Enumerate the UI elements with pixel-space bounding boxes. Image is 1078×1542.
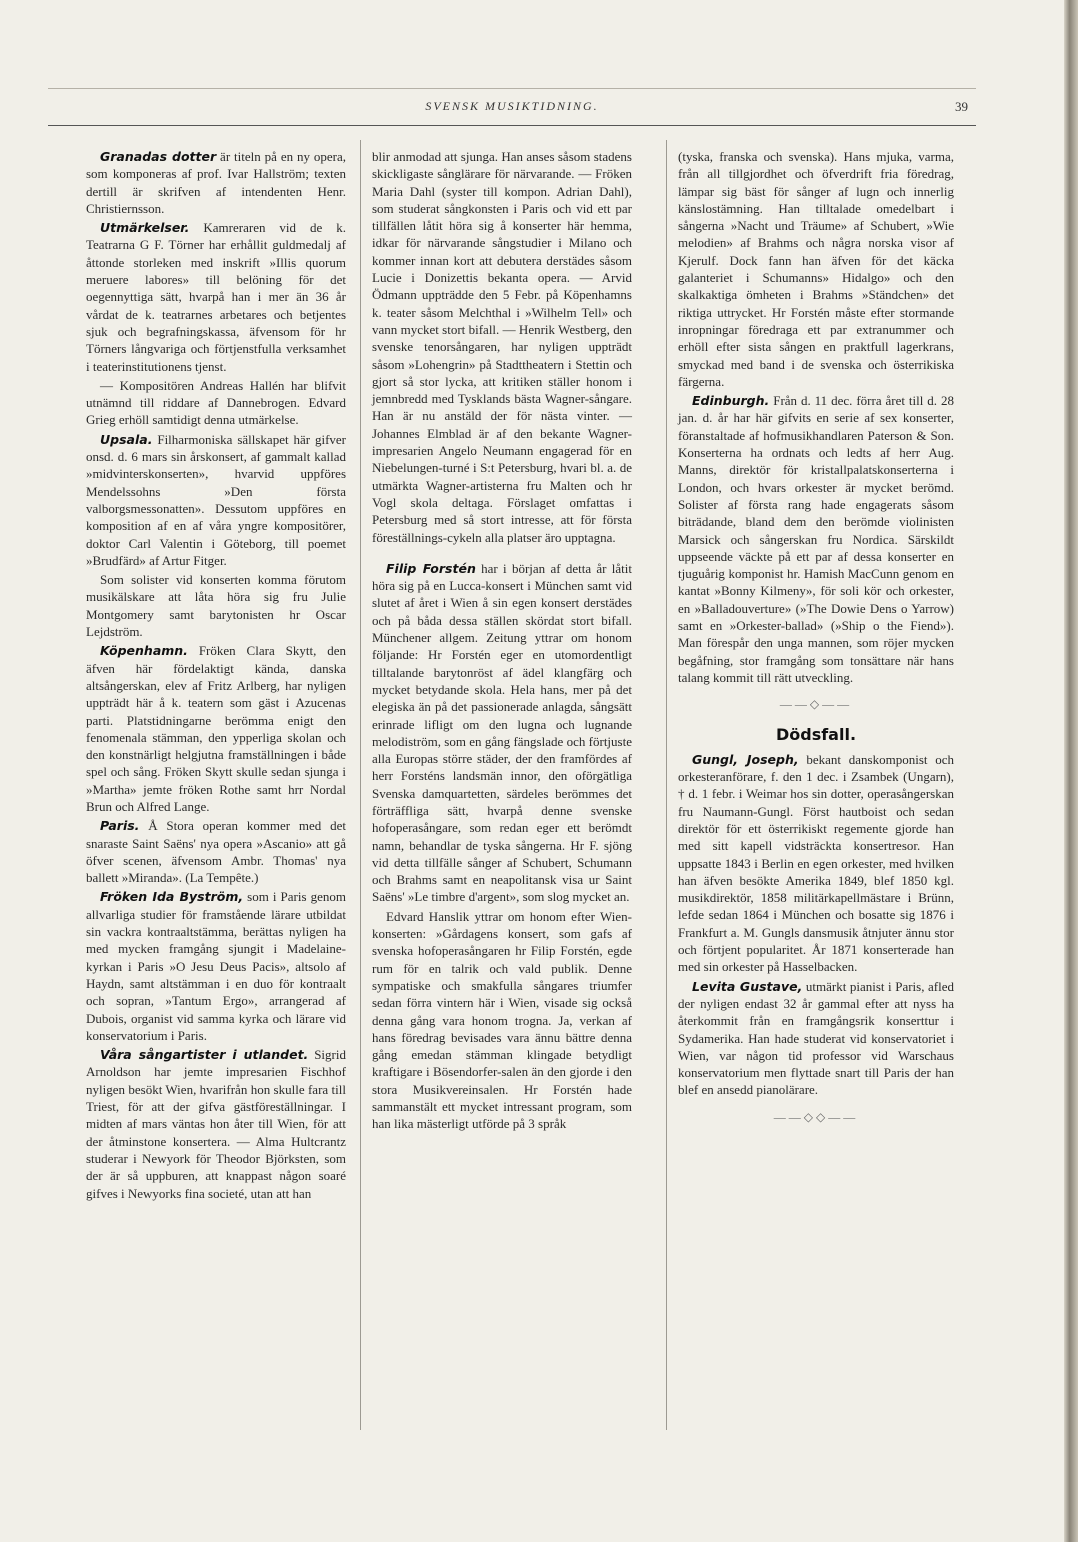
paragraph	[86, 219, 346, 375]
column-2	[372, 148, 632, 1135]
item-heading: Paris.	[100, 818, 140, 834]
paragraph	[678, 978, 954, 1099]
paragraph-text: Fröken Clara Skytt, den äfven här fördelaktigt kända, danska altsångerskan, elev af Fritz Arlberg, har nyligen uppträdt här å k. teatern som gäst i Azucenas parti. Platstidningarne berömma enigt den fenomenala stämman, den ypperliga skolan och den konstnärligt helgjutna framställningen i både spel och sång. Fröken Skytt skulle sedan sjunga i »Martha» jemte fröken Rothe samt hrr Nordal Brun och Alfred Lange.	[86, 643, 346, 814]
column-rule	[666, 140, 667, 1430]
page-edge	[1064, 0, 1078, 1542]
section-title-dodsfall: Dödsfall.	[775, 724, 857, 744]
paragraph	[678, 148, 954, 390]
item-heading: Levita Gustave,	[692, 978, 803, 994]
paragraph	[86, 642, 346, 815]
paragraph	[86, 888, 346, 1044]
paragraph-text: har i början af detta år låtit höra sig på en Lucca-konsert i München samt vid slutet af året i Wien å sin egen konsert derstädes och på båda dessa ställen skördat stort bifall. Münchener allgem. Zeitung yttrar om honom följande: Hr Forstén eger en utomordentligt tilltalande barytonröst af ädel klangfärg och mycket betydande skola. Hela hans, mer på det elegiska än på det passionerade anlagda, sångsätt erinrade lifligt om den lugna och lugnande melodiström, som en gång fängslade och förtjuste alla Europas större städer, der den framfördes af herr Forsténs landsmän innor, den oförgätliga Svenska damquartetten, särdeles berömmes det förträffliga sätt, hvarpå denne svenske hofoperasångare, som redan eger ett berömdt namn, behandlar de tyska sångerna. Hr F. sjöng vid detta tillfälle sånger af Schubert, Schumann och Brahms samt en neapolitansk visa ur Saint Saëns' »Le timbre d'argent», som slog mycket an.	[372, 560, 632, 905]
paragraph	[86, 431, 346, 569]
paragraph-text: utmärkt pianist i Paris, afled der nyligen endast 32 år gammal efter att nyss ha återkommit från en framgångsrik konserttur i Sydamerika. Han hade studerat vid konservatoriet i Wien, var någon tid professor vid Warschaus konservatorium men flyttade snart till Paris der han blef en ansedd pianolärare.	[678, 978, 954, 1098]
paragraph	[678, 751, 954, 976]
paragraph-text: bekant danskomponist och orkesteranförare, f. den 1 dec. i Zsambek (Ungarn), † d. 1 febr. i Weimar hos sin dotter, operasångerskan fru Naumann-Gungl. Först hautboist och sedan direktör för ett österrikiskt regemente gjorde han med sitt kapell vidsträckta konsertresor. Han uppsatte 1843 i Berlin en egen orkester, med hvilken han äfven besökte Amerika 1849, blef 1850 kgl. musikdirektör, 1858 militärkapellmästare i Brünn, lefde sedan 1864 i München och bosatte sig 1876 i Frankfurt a. M. Gungls dansmusik åtnjuter ännu stor och förtjent popularitet. År 1871 konserterade han med sin orkester på Hasselbacken.	[678, 751, 954, 975]
paragraph-text: Edvard Hanslik yttrar om honom efter Wien-konserten: »Gårdagens konsert, som gafs af svenska hofoperasångaren hr Filip Forstén, egde rum för en talrik och vald publik. Denne sympatiske och smakfulla sångares triumfer sedan förra vintern här i Wien, visade sig också denna gång vara honom trogna. Ja, verkan af hans föredrag bevisades vara ännu bättre denna gång emedan stämman klingade betydligt kraftigare i Bösendorfer-salen än den gjorde i den stora Musikvereinsalen. Hr Forstén hade sammanstält ett mycket intressant program, som han lika mästerligt utförde på 3 språk	[372, 908, 632, 1132]
ornament-divider: ——◇——	[779, 697, 853, 712]
item-heading: Upsala.	[100, 431, 153, 447]
paragraph-text: (tyska, franska och svenska). Hans mjuka, varma, från all tillgjordhet och öfverdrift fria föredrag, lämpar sig bäst för sånger af lugn och innerlig känslostämning. Han tilltalade omedelbart i sångerna »Nacht und Träume» af Schubert, »Wie melodien» af Brahms och några norska visor af Kjerulf. Dock fann han äfven för det käcka galanteriet i Schumanns» Hidalgo» och den skalkaktiga ömheten i Brahms »Ständchen» det riktiga uttrycket. Hr Forstén måste efter stormande inropningar föredraga ett par extranummer och erhöll efter sista sången en praktfull lagerkrans, smyckad med band i de svenska och österrikiska färgerna.	[678, 149, 954, 389]
paragraph-text: Kamreraren vid de k. Teatrarna G F. Törner har erhållit guldmedalj af åttonde storleken med inskrift »Illis quorum meruere labores» till belöning för det oegennyttiga sätt, hvarpå han i mer än 36 år vårdat de k. teatrarnes arbetares och betjentes sjuk och begrafningskassa, äfvensom för hr Törners långvariga och förtjenstfulla verksamhet i teaterinstitutionens tjenst.	[86, 220, 346, 374]
item-heading: Granadas dotter	[100, 149, 217, 164]
paragraph	[86, 1046, 346, 1202]
page-number: 39	[955, 99, 968, 114]
paragraph	[372, 148, 632, 546]
paragraph	[372, 908, 632, 1133]
paragraph	[678, 392, 954, 686]
paragraph	[86, 817, 346, 886]
paragraph	[86, 148, 346, 217]
item-heading: Köpenhamn.	[100, 643, 188, 659]
column-1	[86, 148, 346, 1204]
page-header	[48, 88, 976, 126]
column-3	[678, 148, 954, 1138]
item-heading: Fröken Ida Byström,	[100, 889, 244, 905]
paragraph-text: Från d. 11 dec. förra året till d. 28 jan. d. år har här gifvits en serie af sex konserter, föranstaltade af hofmusikhandlaren Paterson & Son. Konserterna ha ordnats och ledts af herr Aug. Manns, direktör för kristallpalatskonserterna i London, och hvars orkester är mycket berömd. Solister af första rang hade engagerats såsom biträdande, bland dem den berömde violinisten Marsick och sångerskan fru Nordica. Särskildt uppseende väckte på ett par af dessa konserter en tjuguårig komponist hr. Hamish MacCunn genom en kantat »Bonny Kilmeny», för soli kör och orkester, en »Balladouverture» (»The Dowie Dens o Yarrow) samt en »Orkester-ballad» (»Ship o the Fiend»). Man förespår den unga mannen, som röjer mycken begåfning, stor framgång som tonsättare när hans talang kommit till rätt utveckling.	[678, 393, 954, 685]
paragraph-text: Filharmoniska sällskapet här gifver onsd. d. 6 mars sin årskonsert, af gammalt kallad »midvinterskonserten», hvarvid uppföres Mendelssohns »Den första valborgsmessonatten». Dessutom uppföres en komposition af en af våra yngre kompositörer, doktor Carl Valentin i Göteborg, till poemet »Brudfärd» af Artur Fitger.	[86, 431, 346, 568]
paragraph-text: Som solister vid konserten komma förutom musikälskare att låta höra sig fru Julie Montgomery samt barytonisten hr Oscar Lejdström.	[86, 572, 346, 640]
paragraph-text: Sigrid Arnoldson har jemte impresarien Fischhof nyligen besökt Wien, hvarifrån hon skulle fara till Triest, för att der gifva gästföreställningar. I midten af mars väntas hon åter till Wien, för att der åtminstone konsertera. — Alma Hultcrantz studerar i Newyork för Theodor Björksten, som der är så uppburen, att knappast någon soaré gifves i Newyorks fina societé, utan att han	[86, 1047, 346, 1201]
paragraph-text: som i Paris genom allvarliga studier för framstående lärare utbildat sin vackra kontraaltstämma, berättas nyligen ha med mycken framgång sjungit i Madelaine-kyrkan i Paris »O Jesu Deus Pacis», altsolo af Haydn, samt altstämman i en duo för kontraalt och sopran, »Tantum Ergo», arrangerad af Dubois, organist vid samma kyrka och lärare vid konservatorium i Paris.	[86, 889, 346, 1043]
item-heading: Gungl, Joseph,	[692, 751, 799, 767]
paragraph-text: blir anmodad att sjunga. Han anses såsom stadens skickligaste sånglärare för närvarande. — Fröken Maria Dahl (syster till kompon. Adrian Dahl), som studerat sångkonsten i Paris och vid ett par tillfällen låtit höra sig å konserter här hemma, idkar för närvarande sångstudier i Milano och kommer innan kort att debutera derstädes såsom Lucie i Donizettis bekanta opera. — Arvid Ödmann uppträdde den 5 Febr. på Köpenhamns k. teater såsom Melchthal i »Wilhelm Tell» och vann mycket stort bifall. — Henrik Westberg, den svenske tenorsångaren, har nyligen uppträdt såsom »Lohengrin» på Stadttheatern i Stettin och gjort så stor lycka, att kritiken ställer honom i jemnbredd med Tysklands bästa Wagner-sångare. Han är nu anstäld der för nästa vinter. — Johannes Elmblad är af den bekante Wagner-impresarien Angelo Neumann engagerad för en Niebelungen-turné i S:t Petersburg, hvari bl. a. de utmärkta Wagner-artisterna fru Malten och hr Vogl skola deltaga. Förslaget omfattas i Petersburg med så stort intresse, att för första föreställnings-cykeln alla platser äro upptagna.	[372, 149, 632, 545]
paragraph-text: är titeln på en ny opera, som komponeras af prof. Ivar Hallström; texten dertill är skrifven af intendenten Henr. Christiernsson.	[86, 149, 347, 216]
ornament-divider: ——◇◇——	[773, 1109, 859, 1124]
paragraph	[86, 571, 346, 640]
item-heading: Filip Forstén	[386, 560, 476, 576]
paragraph-text: Å Stora operan kommer med det snaraste Saint Saëns' nya opera »Ascanio» att gå öfver scenen, äfvensom Ambr. Thomas' nya ballett »Miranda». (La Tempête.)	[86, 818, 346, 886]
running-title: SVENSK MUSIKTIDNING.	[425, 99, 599, 113]
paragraph	[86, 377, 346, 429]
paragraph	[372, 560, 632, 906]
item-heading: Utmärkelser.	[100, 220, 190, 236]
item-heading: Våra sångartister i utlandet.	[100, 1047, 309, 1063]
item-heading: Edinburgh.	[692, 393, 770, 409]
paragraph-text: — Kompositören Andreas Hallén har blifvit utnämnd till riddare af Dannebrogen. Edvard Grieg erhöll samtidigt denna utmärkelse.	[86, 377, 346, 428]
column-rule	[360, 140, 361, 1430]
